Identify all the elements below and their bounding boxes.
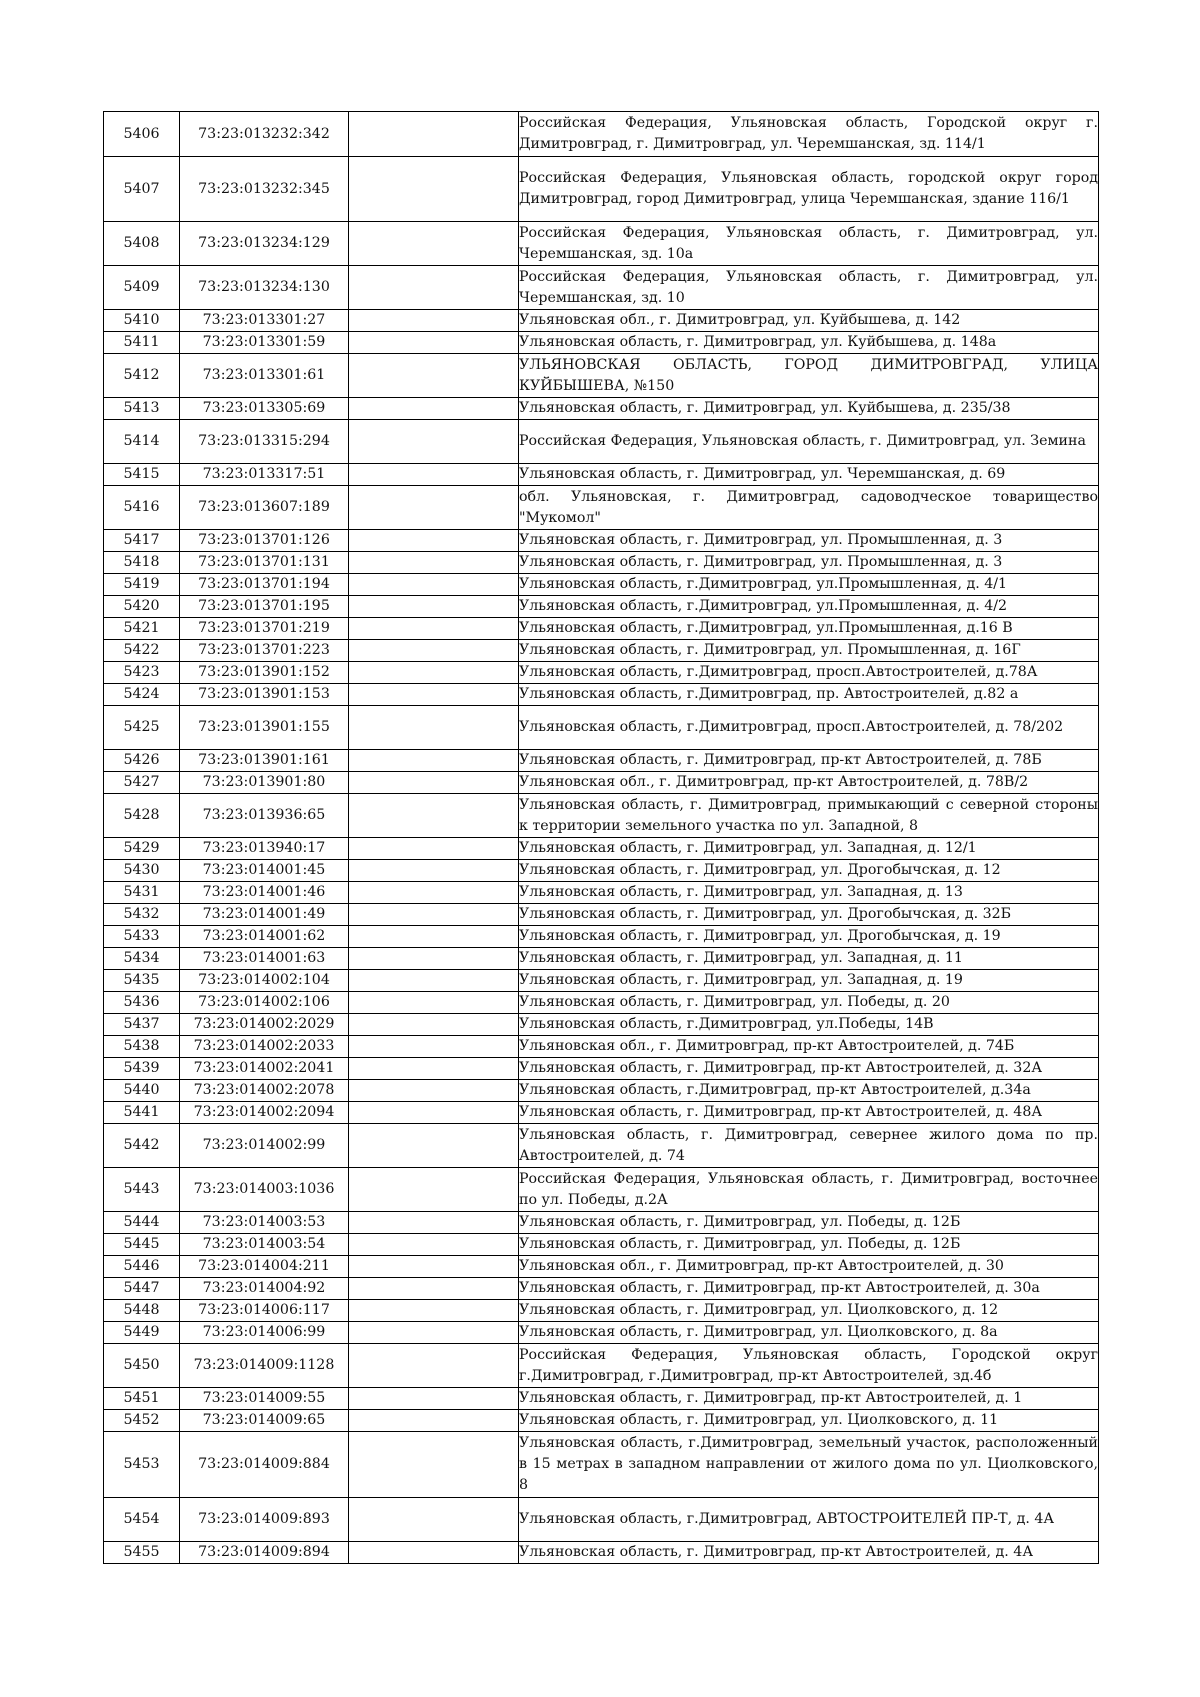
empty-cell	[349, 1212, 519, 1234]
empty-cell	[349, 157, 519, 222]
cadastral-number: 73:23:013607:189	[180, 486, 349, 530]
address: Ульяновская обл., г. Димитровград, пр-кт Автостроителей, д. 74Б	[519, 1036, 1099, 1058]
row-number: 5410	[104, 310, 180, 332]
address: Российская Федерация, Ульяновская область, Городской округ г. Димитровград, г. Димитровград, ул. Черемшанская, зд. 114/1	[519, 112, 1099, 157]
table-row	[104, 1212, 1099, 1234]
table-row	[104, 1344, 1099, 1388]
empty-cell	[349, 398, 519, 420]
empty-cell	[349, 1300, 519, 1322]
cadastral-number: 73:23:014006:99	[180, 1322, 349, 1344]
row-number: 5411	[104, 332, 180, 354]
address: Ульяновская область, г. Димитровград, ул. Западная, д. 19	[519, 970, 1099, 992]
row-number: 5428	[104, 794, 180, 838]
empty-cell	[349, 1542, 519, 1564]
row-number: 5445	[104, 1234, 180, 1256]
row-number: 5419	[104, 574, 180, 596]
table-row	[104, 574, 1099, 596]
row-number: 5406	[104, 112, 180, 157]
cadastral-number: 73:23:014009:893	[180, 1498, 349, 1542]
cadastral-number: 73:23:014002:2033	[180, 1036, 349, 1058]
row-number: 5448	[104, 1300, 180, 1322]
cadastral-number: 73:23:014001:45	[180, 860, 349, 882]
empty-cell	[349, 706, 519, 750]
row-number: 5423	[104, 662, 180, 684]
cadastral-number: 73:23:014009:884	[180, 1432, 349, 1498]
empty-cell	[349, 574, 519, 596]
table-row	[104, 1388, 1099, 1410]
table-row	[104, 112, 1099, 157]
empty-cell	[349, 860, 519, 882]
cadastral-number: 73:23:013701:195	[180, 596, 349, 618]
table-row	[104, 552, 1099, 574]
table-row	[104, 420, 1099, 464]
table-row	[104, 860, 1099, 882]
table-row	[104, 926, 1099, 948]
address: Ульяновская область, г. Димитровград, пр-кт Автостроителей, д. 1	[519, 1388, 1099, 1410]
cadastral-number: 73:23:013315:294	[180, 420, 349, 464]
address: Ульяновская область, г.Димитровград, АВТОСТРОИТЕЛЕЙ ПР-Т, д. 4А	[519, 1498, 1099, 1542]
table-row	[104, 1498, 1099, 1542]
address: Ульяновская область, г. Димитровград, севернее жилого дома по пр. Автостроителей, д. 74	[519, 1124, 1099, 1168]
row-number: 5443	[104, 1168, 180, 1212]
cadastral-number: 73:23:013901:155	[180, 706, 349, 750]
empty-cell	[349, 750, 519, 772]
table-row	[104, 596, 1099, 618]
address: Ульяновская область, г. Димитровград, ул. Промышленная, д. 3	[519, 552, 1099, 574]
row-number: 5434	[104, 948, 180, 970]
address: Ульяновская область, г.Димитровград, ул.Промышленная, д. 4/1	[519, 574, 1099, 596]
cadastral-number: 73:23:014009:1128	[180, 1344, 349, 1388]
empty-cell	[349, 530, 519, 552]
row-number: 5413	[104, 398, 180, 420]
table-row	[104, 684, 1099, 706]
row-number: 5432	[104, 904, 180, 926]
table-row	[104, 750, 1099, 772]
cadastral-number: 73:23:013234:130	[180, 266, 349, 310]
empty-cell	[349, 882, 519, 904]
table-row	[104, 1124, 1099, 1168]
address: обл. Ульяновская, г. Димитровград, садоводческое товарищество "Мукомол"	[519, 486, 1099, 530]
address: Ульяновская область, г. Димитровград, пр-кт Автостроителей, д. 4А	[519, 1542, 1099, 1564]
cadastral-number: 73:23:014003:54	[180, 1234, 349, 1256]
cadastral-number: 73:23:014002:2094	[180, 1102, 349, 1124]
cadastral-number: 73:23:014002:106	[180, 992, 349, 1014]
empty-cell	[349, 662, 519, 684]
table-row	[104, 838, 1099, 860]
address: Ульяновская область, г.Димитровград, просп.Автостроителей, д. 78/202	[519, 706, 1099, 750]
row-number: 5417	[104, 530, 180, 552]
address: Ульяновская область, г. Димитровград, ул. Циолковского, д. 12	[519, 1300, 1099, 1322]
table-row	[104, 1432, 1099, 1498]
empty-cell	[349, 596, 519, 618]
empty-cell	[349, 332, 519, 354]
row-number: 5450	[104, 1344, 180, 1388]
address: Российская Федерация, Ульяновская область, г. Димитровград, ул. Земина	[519, 420, 1099, 464]
address: Ульяновская обл., г. Димитровград, ул. Куйбышева, д. 142	[519, 310, 1099, 332]
row-number: 5427	[104, 772, 180, 794]
row-number: 5425	[104, 706, 180, 750]
row-number: 5452	[104, 1410, 180, 1432]
table-row	[104, 948, 1099, 970]
row-number: 5414	[104, 420, 180, 464]
cadastral-number: 73:23:014003:1036	[180, 1168, 349, 1212]
cadastral-number: 73:23:013701:194	[180, 574, 349, 596]
row-number: 5435	[104, 970, 180, 992]
empty-cell	[349, 1124, 519, 1168]
address: Ульяновская область, г. Димитровград, пр-кт Автостроителей, д. 78Б	[519, 750, 1099, 772]
cadastral-number: 73:23:014009:894	[180, 1542, 349, 1564]
row-number: 5418	[104, 552, 180, 574]
cadastral-number: 73:23:014004:211	[180, 1256, 349, 1278]
address: Ульяновская область, г.Димитровград, просп.Автостроителей, д.78А	[519, 662, 1099, 684]
cadastral-number: 73:23:014002:99	[180, 1124, 349, 1168]
address: Ульяновская обл., г. Димитровград, пр-кт Автостроителей, д. 30	[519, 1256, 1099, 1278]
address: Ульяновская область, г. Димитровград, пр-кт Автостроителей, д. 48А	[519, 1102, 1099, 1124]
address: Ульяновская область, г.Димитровград, ул.Промышленная, д. 4/2	[519, 596, 1099, 618]
row-number: 5441	[104, 1102, 180, 1124]
table-row	[104, 1542, 1099, 1564]
cadastral-number: 73:23:014004:92	[180, 1278, 349, 1300]
cadastral-number: 73:23:013701:131	[180, 552, 349, 574]
cadastral-number: 73:23:013317:51	[180, 464, 349, 486]
empty-cell	[349, 948, 519, 970]
table-row	[104, 662, 1099, 684]
cadastral-number: 73:23:013301:59	[180, 332, 349, 354]
empty-cell	[349, 420, 519, 464]
table-row	[104, 332, 1099, 354]
empty-cell	[349, 1080, 519, 1102]
cadastral-number: 73:23:014002:2078	[180, 1080, 349, 1102]
row-number: 5415	[104, 464, 180, 486]
cadastral-number: 73:23:013940:17	[180, 838, 349, 860]
cadastral-number: 73:23:014001:62	[180, 926, 349, 948]
row-number: 5436	[104, 992, 180, 1014]
empty-cell	[349, 926, 519, 948]
table-row	[104, 1102, 1099, 1124]
address: УЛЬЯНОВСКАЯ ОБЛАСТЬ, ГОРОД ДИМИТРОВГРАД, УЛИЦА КУЙБЫШЕВА, №150	[519, 354, 1099, 398]
row-number: 5416	[104, 486, 180, 530]
table-row	[104, 1278, 1099, 1300]
cadastral-register-table	[103, 111, 1099, 1564]
empty-cell	[349, 1102, 519, 1124]
row-number: 5437	[104, 1014, 180, 1036]
address: Ульяновская область, г. Димитровград, ул. Победы, д. 12Б	[519, 1212, 1099, 1234]
cadastral-number: 73:23:013901:161	[180, 750, 349, 772]
empty-cell	[349, 1388, 519, 1410]
row-number: 5447	[104, 1278, 180, 1300]
empty-cell	[349, 464, 519, 486]
cadastral-number: 73:23:014001:46	[180, 882, 349, 904]
row-number: 5409	[104, 266, 180, 310]
table-row	[104, 618, 1099, 640]
address: Ульяновская область, г.Димитровград, земельный участок, расположенный в 15 метрах в западном направлении от жилого дома по ул. Циолковского, 8	[519, 1432, 1099, 1498]
address: Ульяновская область, г.Димитровград, пр. Автостроителей, д.82 а	[519, 684, 1099, 706]
address: Российская Федерация, Ульяновская область, г. Димитровград, ул. Черемшанская, зд. 10	[519, 266, 1099, 310]
table-row	[104, 794, 1099, 838]
table-row	[104, 1410, 1099, 1432]
address: Ульяновская обл., г. Димитровград, пр-кт Автостроителей, д. 78В/2	[519, 772, 1099, 794]
address: Ульяновская область, г. Димитровград, ул. Дрогобычская, д. 19	[519, 926, 1099, 948]
empty-cell	[349, 1058, 519, 1080]
empty-cell	[349, 1234, 519, 1256]
cadastral-number: 73:23:013901:80	[180, 772, 349, 794]
empty-cell	[349, 1410, 519, 1432]
empty-cell	[349, 794, 519, 838]
row-number: 5420	[104, 596, 180, 618]
empty-cell	[349, 354, 519, 398]
empty-cell	[349, 992, 519, 1014]
table-row	[104, 1168, 1099, 1212]
empty-cell	[349, 838, 519, 860]
row-number: 5431	[104, 882, 180, 904]
row-number: 5430	[104, 860, 180, 882]
row-number: 5446	[104, 1256, 180, 1278]
cadastral-number: 73:23:014001:63	[180, 948, 349, 970]
empty-cell	[349, 772, 519, 794]
empty-cell	[349, 904, 519, 926]
empty-cell	[349, 310, 519, 332]
cadastral-number: 73:23:014002:2029	[180, 1014, 349, 1036]
cadastral-number: 73:23:013301:27	[180, 310, 349, 332]
cadastral-number: 73:23:013901:153	[180, 684, 349, 706]
table-row	[104, 1080, 1099, 1102]
cadastral-number: 73:23:014002:2041	[180, 1058, 349, 1080]
cadastral-number: 73:23:013936:65	[180, 794, 349, 838]
row-number: 5422	[104, 640, 180, 662]
address: Ульяновская область, г. Димитровград, ул. Победы, д. 12Б	[519, 1234, 1099, 1256]
address: Ульяновская область, г.Димитровград, ул.Победы, 14В	[519, 1014, 1099, 1036]
row-number: 5455	[104, 1542, 180, 1564]
table-row	[104, 1014, 1099, 1036]
row-number: 5454	[104, 1498, 180, 1542]
cadastral-number: 73:23:013701:223	[180, 640, 349, 662]
row-number: 5407	[104, 157, 180, 222]
empty-cell	[349, 1256, 519, 1278]
table-row	[104, 310, 1099, 332]
address: Ульяновская область, г. Димитровград, примыкающий с северной стороны к территории земельного участка по ул. Западной, 8	[519, 794, 1099, 838]
cadastral-number: 73:23:014002:104	[180, 970, 349, 992]
row-number: 5429	[104, 838, 180, 860]
row-number: 5442	[104, 1124, 180, 1168]
table-row	[104, 904, 1099, 926]
address: Ульяновская область, г. Димитровград, ул. Дрогобычская, д. 12	[519, 860, 1099, 882]
address: Ульяновская область, г. Димитровград, ул. Промышленная, д. 16Г	[519, 640, 1099, 662]
address: Ульяновская область, г. Димитровград, ул. Куйбышева, д. 148а	[519, 332, 1099, 354]
table-body	[104, 112, 1099, 1564]
row-number: 5453	[104, 1432, 180, 1498]
cadastral-number: 73:23:014009:65	[180, 1410, 349, 1432]
cadastral-number: 73:23:013232:342	[180, 112, 349, 157]
table-row	[104, 640, 1099, 662]
table-row	[104, 398, 1099, 420]
table-row	[104, 1058, 1099, 1080]
table-row	[104, 354, 1099, 398]
empty-cell	[349, 222, 519, 266]
empty-cell	[349, 1498, 519, 1542]
address: Ульяновская область, г. Димитровград, ул. Циолковского, д. 8а	[519, 1322, 1099, 1344]
address: Ульяновская область, г. Димитровград, пр-кт Автостроителей, д. 32А	[519, 1058, 1099, 1080]
row-number: 5440	[104, 1080, 180, 1102]
empty-cell	[349, 1014, 519, 1036]
address: Ульяновская область, г. Димитровград, ул. Куйбышева, д. 235/38	[519, 398, 1099, 420]
empty-cell	[349, 486, 519, 530]
address: Ульяновская область, г. Димитровград, ул. Западная, д. 11	[519, 948, 1099, 970]
table-row	[104, 1036, 1099, 1058]
empty-cell	[349, 1344, 519, 1388]
empty-cell	[349, 552, 519, 574]
cadastral-number: 73:23:013301:61	[180, 354, 349, 398]
cadastral-number: 73:23:013234:129	[180, 222, 349, 266]
cadastral-number: 73:23:014009:55	[180, 1388, 349, 1410]
address: Ульяновская область, г. Димитровград, ул. Западная, д. 13	[519, 882, 1099, 904]
table-row	[104, 486, 1099, 530]
cadastral-number: 73:23:013232:345	[180, 157, 349, 222]
empty-cell	[349, 970, 519, 992]
table-row	[104, 882, 1099, 904]
address: Ульяновская область, г.Димитровград, пр-кт Автостроителей, д.34а	[519, 1080, 1099, 1102]
cadastral-number: 73:23:014001:49	[180, 904, 349, 926]
row-number: 5426	[104, 750, 180, 772]
empty-cell	[349, 112, 519, 157]
cadastral-number: 73:23:013305:69	[180, 398, 349, 420]
table-row	[104, 1234, 1099, 1256]
address: Ульяновская область, г. Димитровград, ул. Циолковского, д. 11	[519, 1410, 1099, 1432]
row-number: 5424	[104, 684, 180, 706]
row-number: 5438	[104, 1036, 180, 1058]
row-number: 5412	[104, 354, 180, 398]
table-row	[104, 1322, 1099, 1344]
row-number: 5451	[104, 1388, 180, 1410]
cadastral-number: 73:23:014006:117	[180, 1300, 349, 1322]
empty-cell	[349, 1432, 519, 1498]
address: Ульяновская область, г. Димитровград, ул. Дрогобычская, д. 32Б	[519, 904, 1099, 926]
cadastral-number: 73:23:014003:53	[180, 1212, 349, 1234]
empty-cell	[349, 1036, 519, 1058]
table-row	[104, 266, 1099, 310]
cadastral-number: 73:23:013701:126	[180, 530, 349, 552]
address: Ульяновская область, г. Димитровград, пр-кт Автостроителей, д. 30а	[519, 1278, 1099, 1300]
address: Российская Федерация, Ульяновская область, г. Димитровград, ул. Черемшанская, зд. 10а	[519, 222, 1099, 266]
empty-cell	[349, 640, 519, 662]
empty-cell	[349, 1168, 519, 1212]
table-row	[104, 222, 1099, 266]
table-row	[104, 772, 1099, 794]
address: Российская Федерация, Ульяновская область, г. Димитровград, восточнее по ул. Победы, д.2А	[519, 1168, 1099, 1212]
address: Ульяновская область, г. Димитровград, ул. Западная, д. 12/1	[519, 838, 1099, 860]
empty-cell	[349, 1322, 519, 1344]
table-row	[104, 1256, 1099, 1278]
row-number: 5444	[104, 1212, 180, 1234]
cadastral-number: 73:23:013701:219	[180, 618, 349, 640]
empty-cell	[349, 1278, 519, 1300]
address: Ульяновская область, г. Димитровград, ул. Промышленная, д. 3	[519, 530, 1099, 552]
address: Российская Федерация, Ульяновская область, городской округ город Димитровград, город Димитровград, улица Черемшанская, здание 116/1	[519, 157, 1099, 222]
row-number: 5421	[104, 618, 180, 640]
table-row	[104, 464, 1099, 486]
row-number: 5433	[104, 926, 180, 948]
row-number: 5408	[104, 222, 180, 266]
empty-cell	[349, 684, 519, 706]
address: Ульяновская область, г.Димитровград, ул.Промышленная, д.16 В	[519, 618, 1099, 640]
table-row	[104, 157, 1099, 222]
address: Российская Федерация, Ульяновская область, Городской округ г.Димитровград, г.Димитровград, пр-кт Автостроителей, зд.4б	[519, 1344, 1099, 1388]
address: Ульяновская область, г. Димитровград, ул. Победы, д. 20	[519, 992, 1099, 1014]
table-row	[104, 1300, 1099, 1322]
row-number: 5449	[104, 1322, 180, 1344]
table-row	[104, 992, 1099, 1014]
table-row	[104, 706, 1099, 750]
row-number: 5439	[104, 1058, 180, 1080]
empty-cell	[349, 618, 519, 640]
table-row	[104, 970, 1099, 992]
empty-cell	[349, 266, 519, 310]
cadastral-number: 73:23:013901:152	[180, 662, 349, 684]
address: Ульяновская область, г. Димитровград, ул. Черемшанская, д. 69	[519, 464, 1099, 486]
table-row	[104, 530, 1099, 552]
